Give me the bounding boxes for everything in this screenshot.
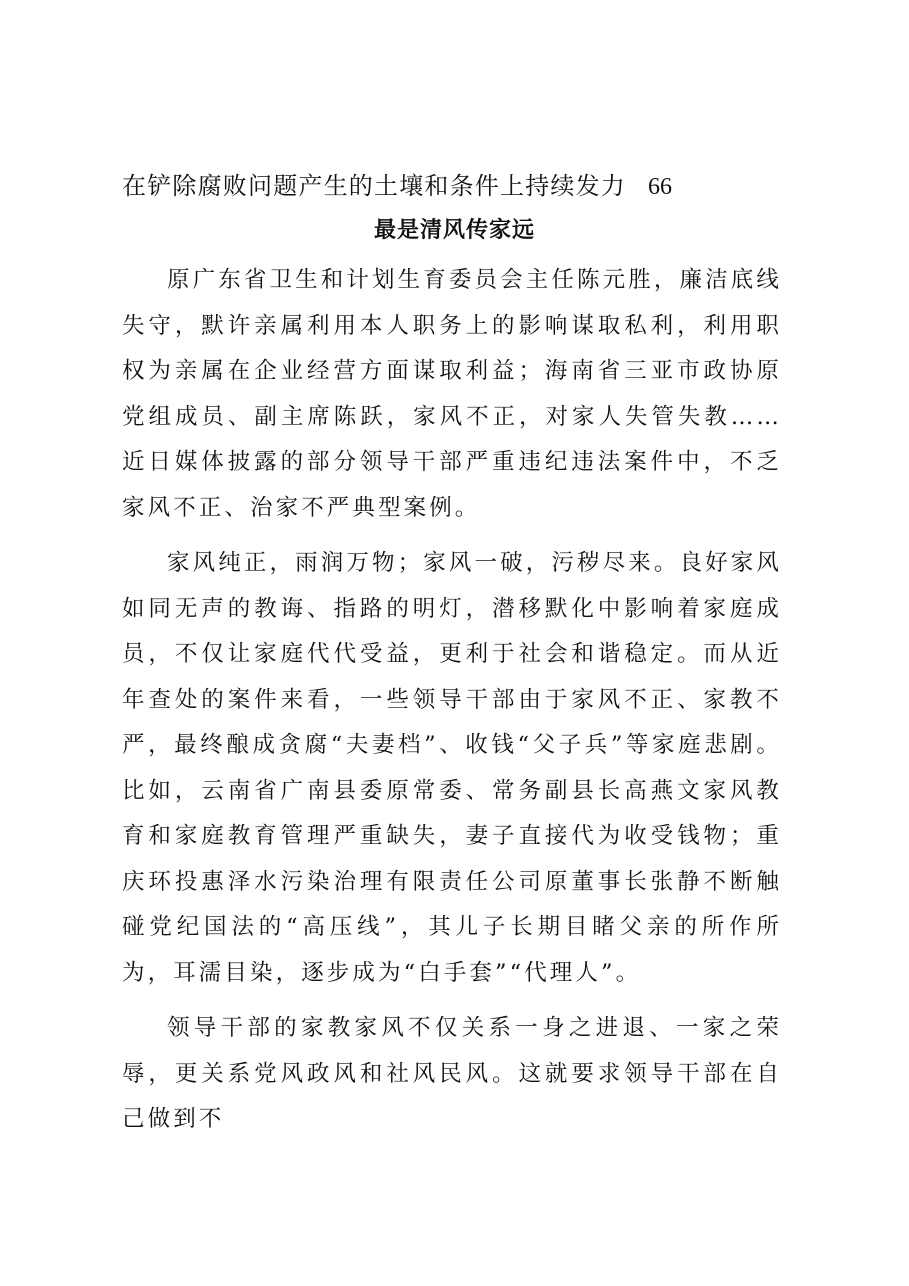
paragraph: 领导干部的家教家风不仅关系一身之进退、一家之荣辱，更关系党风政风和社风民风。这就要求领导干部在自己做到不 (122, 1015, 782, 1132)
paragraph: 家风纯正，雨润万物；家风一破，污秽尽来。良好家风如同无声的教诲、指路的明灯，潜移默化中影响着家庭成员，不仅让家庭代代受益，更利于社会和谐稳定。而从近年查处的案件来看，一些领导干部由于家风不正、家教不严，最终酿成贪腐“夫妻档”、收钱“父子兵”等家庭悲剧。比如，云南省广南县委原常委、常务副县长高燕文家风教育和家庭教育管理严重缺失，妻子直接代为收受钱物；重庆环投惠泽水污染治理有限责任公司原董事长张静不断触碰党纪国法的“高压线”，其儿子长期目睹父亲的所作所为，耳濡目染，逐步成为“白手套”“代理人”。 (122, 550, 782, 986)
paragraph: 原广东省卫生和计划生育委员会主任陈元胜，廉洁底线失守，默许亲属利用本人职务上的影响谋取私利，利用职权为亲属在企业经营方面谋取利益；海南省三亚市政协原党组成员、副主席陈跃，家风不正，对家人失管失教……近日媒体披露的部分领导干部严重违纪违法案件中，不乏家风不正、治家不严典型案例。 (122, 267, 782, 521)
article-title: 最是清风传家远 (373, 217, 535, 243)
article-body (122, 258, 782, 1153)
toc-entry-title: 在铲除腐败问题产生的土壤和条件上持续发力 (122, 172, 626, 200)
toc-entry (122, 166, 672, 207)
toc-entry-page-number: 66 (648, 174, 672, 200)
